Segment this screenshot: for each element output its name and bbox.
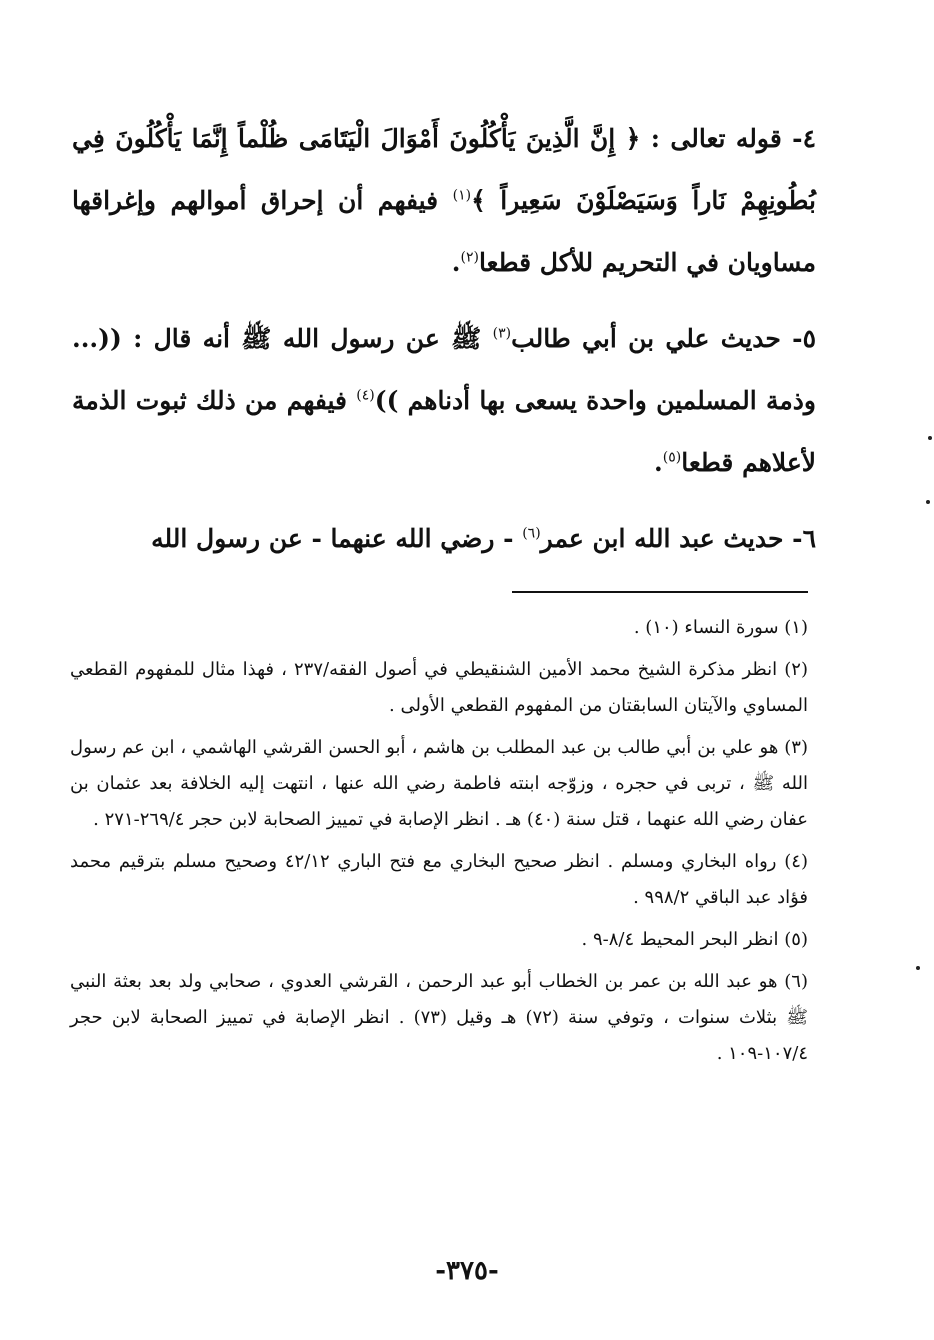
scan-speck: [926, 500, 930, 504]
paragraph-4: [72, 108, 816, 294]
footnote-ref-4[interactable]: (٤): [356, 387, 375, 404]
para5-text: ٥- حديث علي بن أبي طالب: [511, 324, 816, 353]
para5-end: .: [654, 448, 663, 477]
para5-text3: فيفهم من ذلك ثبوت الذمة لأعلاهم قطعا: [72, 386, 816, 477]
scan-speck: [916, 966, 920, 970]
footnote-divider: [512, 591, 808, 593]
scan-speck: [928, 436, 932, 440]
footnote-1: (١) سورة النساء (١٠) .: [633, 617, 808, 638]
footnote-5: (٥) انظر البحر المحيط ٨/٤-٩ .: [581, 929, 808, 950]
footnote-ref-1[interactable]: (١): [452, 187, 472, 204]
footnote-2: (٢) انظر مذكرة الشيخ محمد الأمين الشنقيطي في أصول الفقه/٢٣٧ ، فهذا مثال للمفهوم القطعي المساوي والآيتان السابقتان من المفهوم القطعي الأولى .: [70, 659, 808, 716]
para6-text: ٦- حديث عبد الله ابن عمر: [540, 524, 816, 553]
para6-text2: - رضي الله عنهما - عن رسول الله: [151, 524, 523, 553]
main-text: [72, 108, 816, 584]
footnote-3: (٣) هو علي بن أبي طالب بن عبد المطلب بن هاشم ، أبو الحسن القرشي الهاشمي ، ابن عم رسول الله ﷺ ، تربى في حجره ، وزوّجه ابنته فاطمة رضي الله عنها ، انتهت إليه الخلافة بعد عثمان بن عفان رضي الله عنهما ، قتل سنة (٤٠) هـ . انظر الإصابة في تمييز الصحابة لابن حجر ٢٦٩/٤-٢٧١ .: [70, 737, 808, 830]
para4-text2: فيفهم أن إحراق أموالهم وإغراقها مساويان في التحريم للأكل قطعا: [72, 186, 816, 277]
footnote-ref-5[interactable]: (٥): [662, 449, 682, 466]
footnote-4: (٤) رواه البخاري ومسلم . انظر صحيح البخاري مع فتح الباري ٤٢/١٢ وصحيح مسلم بترقيم محمد فؤاد عبد الباقي ٩٩٨/٢ .: [70, 851, 808, 908]
footnote-ref-3[interactable]: (٣): [492, 325, 512, 342]
footnotes: [70, 610, 808, 1078]
footnote-ref-6[interactable]: (٦): [522, 525, 541, 542]
footnote-6: (٦) هو عبد الله بن عمر بن الخطاب أبو عبد الرحمن ، القرشي العدوي ، صحابي ولد بعد بعثة النبي ﷺ بثلاث سنوات ، وتوفي سنة (٧٢) هـ وقيل (٧٣) . انظر الإصابة في تمييز الصحابة لابن حجر ١٠٧/٤-١٠٩ .: [70, 971, 808, 1064]
footnote-ref-2[interactable]: (٢): [460, 249, 479, 266]
para4-end: .: [451, 248, 461, 277]
paragraph-5: [72, 308, 816, 494]
para5-text2: ﷺ عن رسول الله ﷺ أنه قال : ((... وذمة المسلمين واحدة يسعى بها أدناهم )): [72, 324, 816, 415]
page-number: -٣٧٥-: [435, 1256, 499, 1286]
paragraph-6: [72, 508, 816, 570]
para4-text: ٤- قوله تعالى : ﴿ إِنَّ الَّذِينَ يَأْكُلُونَ أَمْوَالَ الْيَتَامَى ظُلْماً إِنَّمَا يَأْكُلُونَ فِي بُطُونِهِمْ نَاراً وَسَيَصْلَوْنَ سَعِيراً ﴾: [72, 124, 816, 215]
